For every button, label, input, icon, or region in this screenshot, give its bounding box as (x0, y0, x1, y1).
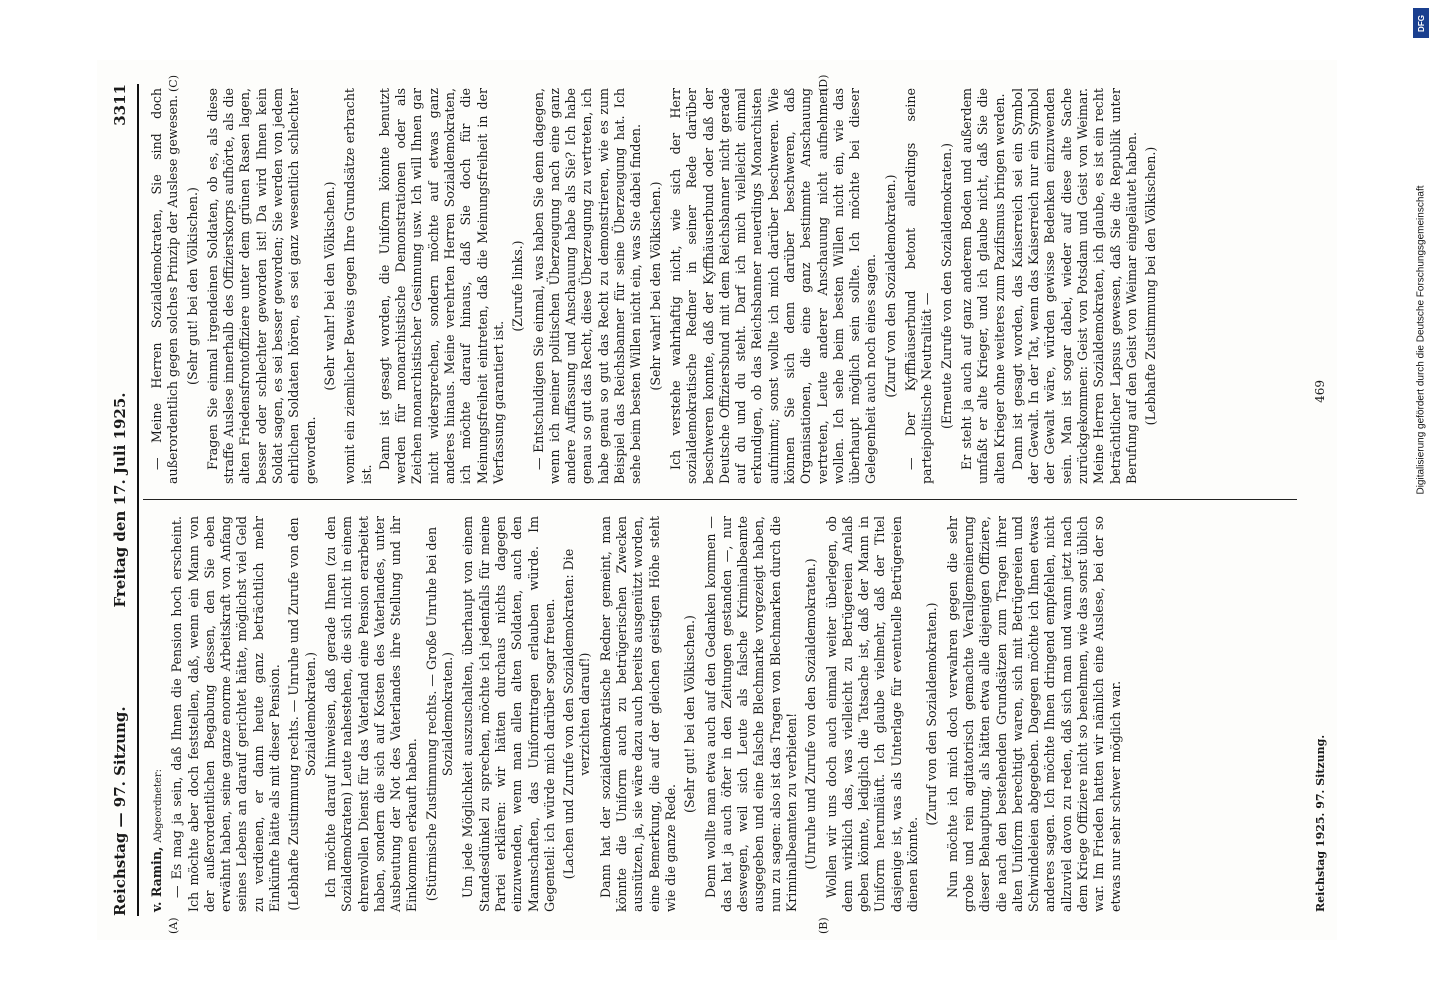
margin-marker-c: (C) (167, 75, 180, 92)
interjection: (Unruhe und Zurufe von den Sozialdemokraten.) (803, 558, 819, 870)
dfg-logo-text: DFG (1416, 14, 1426, 32)
interjection: (Zuruf von den Sozialdemokraten.) (924, 602, 940, 826)
interjection: (Zurufe links.) (510, 240, 526, 332)
footer-page-number: 469 (1313, 380, 1327, 403)
scanned-page (97, 60, 1337, 940)
paragraph: Um jede Möglichkeit auszuschalten, überhaupt von einem Standesdünkel zu sprechen, möchte ich jedenfalls für meine Partei erklären: wir hätten durchaus nichts dagegen einzuwenden, wenn man allen alten Soldaten, auch den Mannschaften, das Uniformtragen erlauben würde. Im Gegenteil: ich würde mich darüber sogar freuen. (460, 516, 557, 912)
speaker-role: Abgeordneter: (153, 769, 164, 843)
interjection: (Lebhafte Zustimmung rechts. — Unruhe und Zurufe von den Sozialdemokraten.) (286, 517, 318, 911)
interjection: (Sehr wahr! bei den Völkischen.) (647, 181, 663, 391)
paragraph: Fragen Sie einmal irgendeinen Soldaten, ob es, als diese straffe Auslese innerhalb des Offizierskorps aufhörte, als die alten Friedensfrontoffiziere unter dem grünen Rasen lagen, besser oder schlechter geworden ist! Da wird Ihnen kein Soldat sagen, es sei besser geworden; Sie werden von jedem ehrlichen Soldaten hören, es sei ganz wesentlich schlechter geworden. (204, 88, 318, 484)
margin-marker-d: (D) (817, 74, 830, 92)
header-session: Reichstag — 97. Sitzung. (111, 706, 129, 916)
paragraph: Dann ist gesagt worden, das Kaiserreich sei ein Symbol der Gewalt. In der Tat, wenn das Kaiserreich nur ein Symbol der Gewalt wäre, würden gewisse Bedenken einzuwenden sein. Man ist sogar dabei, wieder auf diese alte Sache zurückgekommen: Geist von Potsdam und Geist von Weimar. Meine Herren Sozialdemokraten, ich glaube, es ist ein recht beträchtlicher Lapsus gewesen, daß Sie die Republik unter Berufung auf den Geist von Weimar eingeläutet haben. (1009, 88, 1139, 484)
interjection: (Sehr gut! bei den Völkischen.) (682, 615, 698, 813)
interjection: (Sehr wahr! bei den Völkischen.) (321, 181, 337, 391)
interjection: (Lachen und Zurufe von den Sozialdemokraten: Die verzichten darauf!) (561, 548, 593, 880)
dfg-funding-note: Digitalisierung gefördert durch die Deutsche Forschungsgemeinschaft (1415, 185, 1427, 495)
page-header (107, 84, 135, 916)
interjection: (Erneute Zurufe von den Sozialdemokraten.) (938, 142, 954, 430)
interjection: (Zuruf von den Sozialdemokraten.) (882, 174, 898, 398)
interjection: (Lebhafte Zustimmung bei den Völkischen.) (1143, 146, 1159, 426)
paragraph: — Der Kyffhäuserbund betont allerdings seine parteipolitische Neutralität — (903, 88, 935, 484)
footer-source: Reichstag 1925. 97. Sitzung. (1314, 734, 1327, 912)
header-date: Freitag den 17. Juli 1925. (111, 392, 129, 608)
header-rule (137, 84, 139, 916)
paragraph: Ich möchte darauf hinweisen, daß gerade Ihnen (zu den Sozialdemokraten) Leute nahestehen, die sich nicht in einem ehrenvollen Dienst für das Vaterland eine Pension erarbeitet haben, sondern die sich auf Kosten des Vaterlandes, unter Ausbeutung der Not des Vaterlandes ihre Stellung und ihr Einkommen erkauft haben. (322, 516, 420, 912)
left-column (149, 516, 1126, 912)
paragraph: Nun möchte ich mich doch verwahren gegen die sehr grobe und rein agitatorisch gemachte Verallgemeinerung dieser Behauptung, als hätten etwa alle diejenigen Offiziere, die nach den bestehenden Grundsätzen zum Tragen ihrer alten Uniform berechtigt waren, sich mit Betrügereien und Schwindeleien abgegeben. Dagegen möchte ich Ihnen etwas anderes sagen. Ich möchte Ihnen dringend empfehlen, nicht allzuviel davon zu reden, daß sich man und wann jetzt nach dem Kriege Offiziere nicht so benehmen, wie das sonst üblich war. Im Frieden hatten wir nämlich eine Auslese, bei der so etwas nur sehr schwer möglich war. (944, 516, 1123, 912)
margin-marker-b: (B) (817, 917, 830, 934)
speaker-line (149, 516, 167, 912)
paragraph: — Es mag ja sein, daß Ihnen die Pension hoch erscheint. Ich möchte aber doch feststellen, daß, wenn ein Mann von der außerordentlichen Begabung dessen, den Sie eben erwähnt haben, seine ganze enorme Arbeitskraft von Anfang seines Lebens an darauf gerichtet hätte, möglichst viel Geld zu verdienen, er dann heute ganz beträchtlich mehr Einkünfte hätte als mit dieser Pension. (169, 516, 283, 912)
speaker-name: v. Ramin, (149, 846, 164, 912)
right-column (149, 88, 1164, 484)
dfg-sidebar (1408, 0, 1434, 1000)
paragraph: womit ein ziemlicher Beweis gegen Ihre Grundsätze erbracht ist. (342, 88, 374, 484)
dfg-logo (1413, 8, 1429, 38)
margin-marker-a: (A) (167, 917, 180, 934)
paragraph: — Entschuldigen Sie einmal, was haben Sie denn dagegen, wenn ich meiner politischen Überzeugung nach eine ganz andere Auffassung und Anschauung habe als Sie? Ich habe genau so gut das Recht, diese Überzeugung zu vertreten, ich habe genau so gut das Recht zu demonstrieren, wie es zum Beispiel das Reichsbanner für seine Überzeugung hat. Ich sehe beim besten Willen nicht ein, was Sie dabei finden. (530, 88, 644, 484)
paragraph: Ich verstehe wahrhaftig nicht, wie sich der Herr sozialdemokratische Redner in seiner Rede darüber beschweren konnte, daß der Kyffhäuserbund oder daß der Deutsche Offiziersbund mit dem Reichsbanner nicht gerade auf du und du steht. Darf ich mich vielleicht einmal erkundigen, ob das Reichsbanner neuerdings Monarchisten aufnimmt; sonst wollte ich mich darüber beschweren. Wie können Sie sich denn darüber beschweren, daß Organisationen, die eine ganz bestimmte Anschauung vertreten, Leute anderer Anschauung nicht aufnehmen wollen. Ich sehe beim besten Willen nicht ein, wie das überhaupt möglich sein sollte. Ich möchte bei dieser Gelegenheit auch noch eines sagen. (667, 88, 879, 484)
interjection: (Stürmische Zustimmung rechts. — Große Unruhe bei den Sozialdemokraten.) (423, 526, 456, 902)
paragraph: Er steht ja auch auf ganz anderem Boden und außerdem umfaßt er alte Krieger, und ich glaube nicht, daß Sie die alten Krieger ohne weiteres zum Pazifismus bringen werden. (958, 88, 1007, 484)
paragraph: Dann hat der sozialdemokratische Redner gemeint, man könnte die Uniform auch zu betrügerischen Zwecken ausnützen, ja, sie wäre dazu auch bereits ausgenützt worden, eine Bemerkung, die auf der gleichen geistigen Höhe steht wie die ganze Rede. (597, 516, 678, 912)
paragraph: Wollen wir uns doch auch einmal weiter überlegen, ob denn wirklich das, was vielleicht zu Betrügereien Anlaß geben könnte, lediglich die Tatsache ist, daß der Mann in Uniform herumläuft. Ich glaube vielmehr, daß der Titel dasjenige ist, was als Unterlage für eventuelle Betrügereien dienen könnte. (823, 516, 921, 912)
header-page-number: 3311 (111, 84, 129, 126)
paragraph: Dann ist gesagt worden, die Uniform könnte benutzt werden für monarchistische Demonstrationen oder als Zeichen monarchistischer Gesinnung usw. Ich will Ihnen gar nicht widersprechen, sondern möchte auf etwas ganz anderes hinaus. Meine verehrten Herren Sozialdemokraten, ich möchte darauf hinaus, daß Sie doch für die Meinungsfreiheit eintreten, daß die Meinungsfreiheit in der Verfassung garantiert ist. (376, 88, 506, 484)
paragraph: Denn wollte man etwa auch auf den Gedanken kommen — das hat ja auch öfter in den Zeitungen gestanden —, nur deswegen, weil sich Leute als falsche Kriminalbeamte ausgegeben und eine falsche Blechmarke vorgezeigt haben, nun zu sagen: also ist das Tragen von Blechmarken durch die Kriminalbeamten zu verbieten! (702, 516, 799, 912)
column-divider (143, 499, 1297, 500)
paragraph: — Meine Herren Sozialdemokraten, Sie sind doch außerordentlich gegen solches Prinzip der Auslese gewesen. (149, 88, 181, 484)
interjection: (Sehr gut! bei den Völkischen.) (184, 187, 200, 385)
